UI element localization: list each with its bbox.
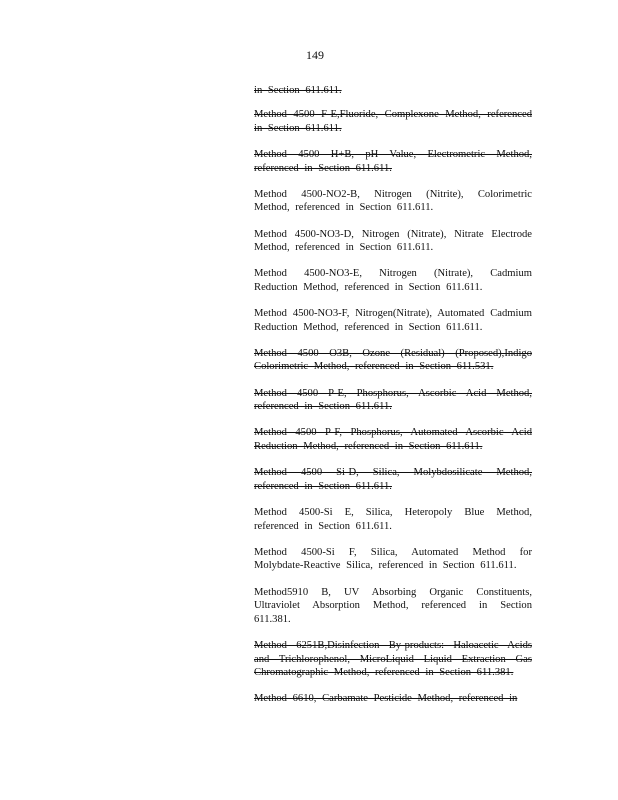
method-entry: Method 4500-NO2-B, Nitrogen (Nitrite), Colorimetric Method, referenced in Section 611.611. xyxy=(254,188,532,214)
method-entry: Method 4500-Si F, Silica, Automated Method for Molybdate-Reactive Silica, referenced in Section 611.611. xyxy=(254,546,532,572)
method-entry: Method 4500-Si E, Silica, Heteropoly Blue Method, referenced in Section 611.611. xyxy=(254,507,532,532)
method-entry: Method 4500 F-E,Fluoride, Complexone Method, referenced in Section 611.611. xyxy=(254,109,532,134)
method-reference-list xyxy=(254,73,532,719)
method-entry: Method 4500-NO3-F, Nitrogen(Nitrate), Automated Cadmium Reduction Method, referenced in Section 611.611. xyxy=(254,308,532,333)
method-entry: Method5910 B, UV Absorbing Organic Constituents, Ultraviolet Absorption Method, referenced in Section 611.381. xyxy=(254,586,532,625)
method-entry: in Section 611.611. xyxy=(254,84,342,96)
method-entry: Method 4500-NO3-D, Nitrogen (Nitrate), Nitrate Electrode Method, referenced in Section 611.611. xyxy=(254,228,532,254)
method-entry: Method 6610, Carbamate Pesticide Method, referenced in xyxy=(254,693,518,705)
method-entry: Method 4500 P-E, Phosphorus, Ascorbic Acid Method, referenced in Section 611.611. xyxy=(254,387,532,413)
page-number: 149 xyxy=(306,48,324,62)
method-entry: Method 4500 Si-D, Silica, Molybdosilicate Method, referenced in Section 611.611. xyxy=(254,467,532,492)
method-entry: Method 4500-NO3-E, Nitrogen (Nitrate), Cadmium Reduction Method, referenced in Section 611.611. xyxy=(254,268,532,293)
method-entry: Method 6251B,Disinfection By-products: Haloacetic Acids and Trichlorophenol, MicroLiquid Liquid Extraction Gas Chromatographic Method, referenced in Section 611.381. xyxy=(254,639,532,679)
method-entry: Method 4500 P-F, Phosphorus, Automated Ascorbic Acid Reduction Method, referenced in Section 611.611. xyxy=(254,427,532,453)
method-entry: Method 4500 H+B, pH Value, Electrometric Method, referenced in Section 611.611. xyxy=(254,148,532,174)
method-entry: Method 4500 O3B, Ozone (Residual) (Proposed),Indigo Colorimetric Method, referenced in Section 611.531. xyxy=(254,347,532,373)
